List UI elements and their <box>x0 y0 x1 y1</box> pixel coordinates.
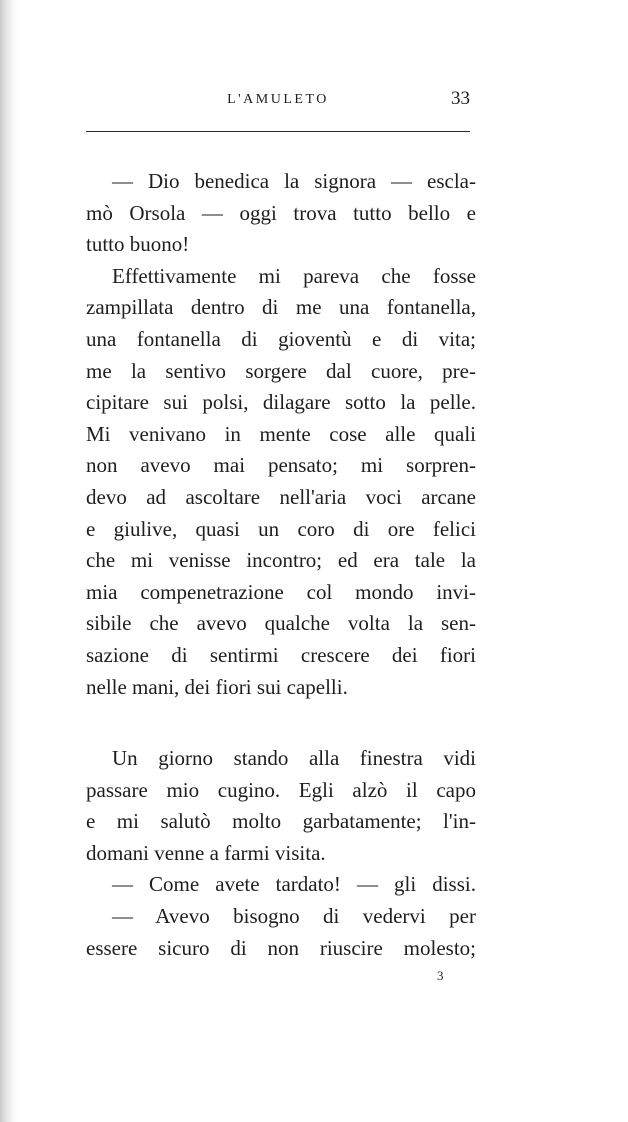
text-line: nelle mani, dei fiori sui capelli. <box>86 674 348 699</box>
page-number: 33 <box>451 88 470 109</box>
text-line: non avevo mai pensato; mi sorpren- <box>86 453 476 478</box>
text-line: e mi salutò molto garbatamente; l'in- <box>86 809 476 834</box>
text-line: mò Orsola — oggi trova tutto bello e <box>86 200 476 225</box>
text-line: — Come avete tardato! — gli dissi. <box>112 872 476 897</box>
text-line: e giulive, quasi un coro di ore felici <box>86 516 476 541</box>
text-line: — Avevo bisogno di vedervi per <box>112 904 476 929</box>
text-line: Un giorno stando alla finestra vidi <box>112 746 476 771</box>
text-line: zampillata dentro di me una fontanella, <box>86 295 476 320</box>
page-header <box>86 88 470 118</box>
text-line: essere sicuro di non riuscire molesto; <box>86 935 476 960</box>
paragraph-gap <box>86 703 476 743</box>
text-line: sazione di sentirmi crescere dei fiori <box>86 642 476 667</box>
text-line: domani venne a farmi visita. <box>86 840 326 865</box>
text-line: cipitare sui polsi, dilagare sotto la pelle. <box>86 390 476 415</box>
text-line: Mi venivano in mente cose alle quali <box>86 421 476 446</box>
text-line: mia compenetrazione col mondo invi- <box>86 579 476 604</box>
text-line: sibile che avevo qualche volta la sen- <box>86 611 476 636</box>
text-line: passare mio cugino. Egli alzò il capo <box>86 777 476 802</box>
text-line: una fontanella di gioventù e di vita; <box>86 326 476 351</box>
text-line: devo ad ascoltare nell'aria voci arcane <box>86 484 476 509</box>
running-title: L'AMULETO <box>227 92 329 107</box>
binding-shadow <box>0 0 18 1122</box>
text-line: Effettivamente mi pareva che fosse <box>112 263 476 288</box>
text-line: tutto buono! <box>86 232 190 257</box>
body-text <box>86 166 476 964</box>
text-line: me la sentivo sorgere dal cuore, pre- <box>86 358 476 383</box>
text-line: — Dio benedica la signora — escla- <box>112 169 476 193</box>
signature-mark: 3 <box>437 968 444 983</box>
header-rule <box>86 131 470 132</box>
text-line: che mi venisse incontro; ed era tale la <box>86 548 476 573</box>
